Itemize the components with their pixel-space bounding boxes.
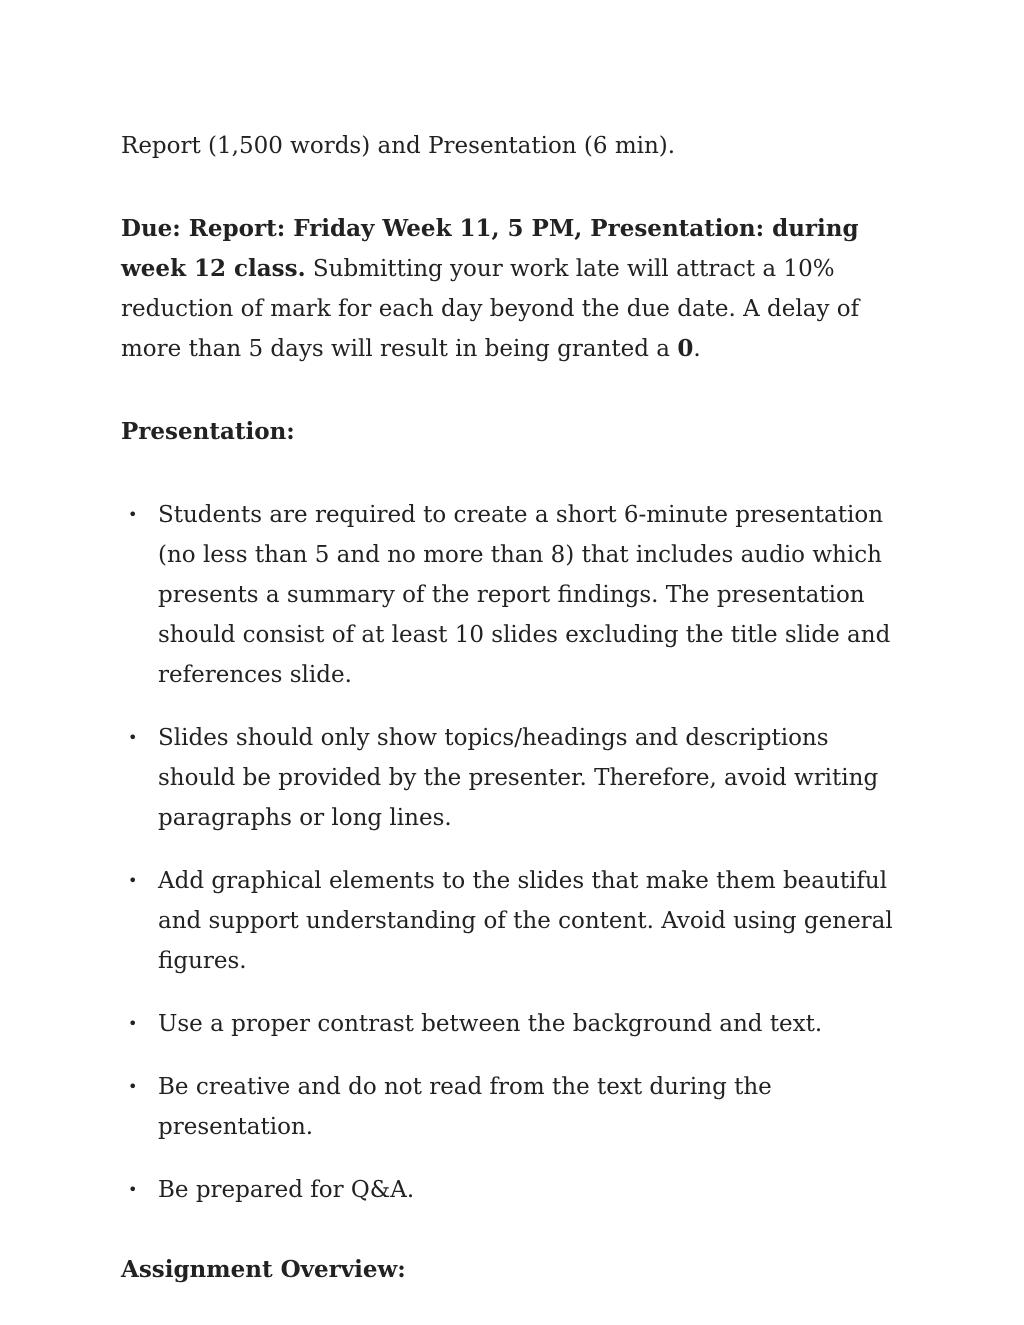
bullet-icon: • xyxy=(128,1180,138,1199)
document-page xyxy=(121,126,911,1290)
bullet-icon: • xyxy=(128,871,138,890)
list-item xyxy=(121,718,911,838)
list-item xyxy=(121,1067,911,1147)
list-item xyxy=(121,495,911,695)
intro-paragraph: Report (1,500 words) and Presentation (6 min). xyxy=(121,133,676,159)
list-item xyxy=(121,861,911,981)
due-date-bold: Due: Report: Friday Week 11, 5 PM, Presentation: during week 12 class. xyxy=(121,215,859,282)
list-item-text: Be creative and do not read from the text during the presentation. xyxy=(158,1074,772,1140)
list-item-text: Students are required to create a short 6-minute presentation (no less than 5 and no more than 8) that includes audio which presents a summary of the report findings. The presentation should consist of at least 10 slides excluding the title slide and references slide. xyxy=(158,502,891,688)
list-item-text: Slides should only show topics/headings and descriptions should be provided by the presenter. Therefore, avoid writing paragraphs or long lines. xyxy=(158,725,879,831)
due-paragraph xyxy=(121,209,911,369)
list-item-text: Use a proper contrast between the background and text. xyxy=(158,1011,823,1037)
bullet-icon: • xyxy=(128,505,138,524)
presentation-heading: Presentation: xyxy=(121,418,295,445)
list-item xyxy=(121,1004,911,1044)
late-policy-text: Submitting your work late will attract a 10% reduction of mark for each day beyond the due date. A delay of more than 5 days will result in being granted a xyxy=(121,256,860,362)
bullet-icon: • xyxy=(128,728,138,747)
list-item-text: Be prepared for Q&A. xyxy=(158,1177,415,1203)
due-paragraph-end: . xyxy=(693,336,701,362)
assignment-overview-heading: Assignment Overview: xyxy=(121,1256,406,1283)
list-item-text: Add graphical elements to the slides that make them beautiful and support understanding of the content. Avoid using general figures. xyxy=(158,868,893,974)
presentation-requirements-list xyxy=(121,495,911,1210)
bullet-icon: • xyxy=(128,1077,138,1096)
zero-mark-bold: 0 xyxy=(677,335,694,362)
list-item xyxy=(121,1170,911,1210)
bullet-icon: • xyxy=(128,1014,138,1033)
